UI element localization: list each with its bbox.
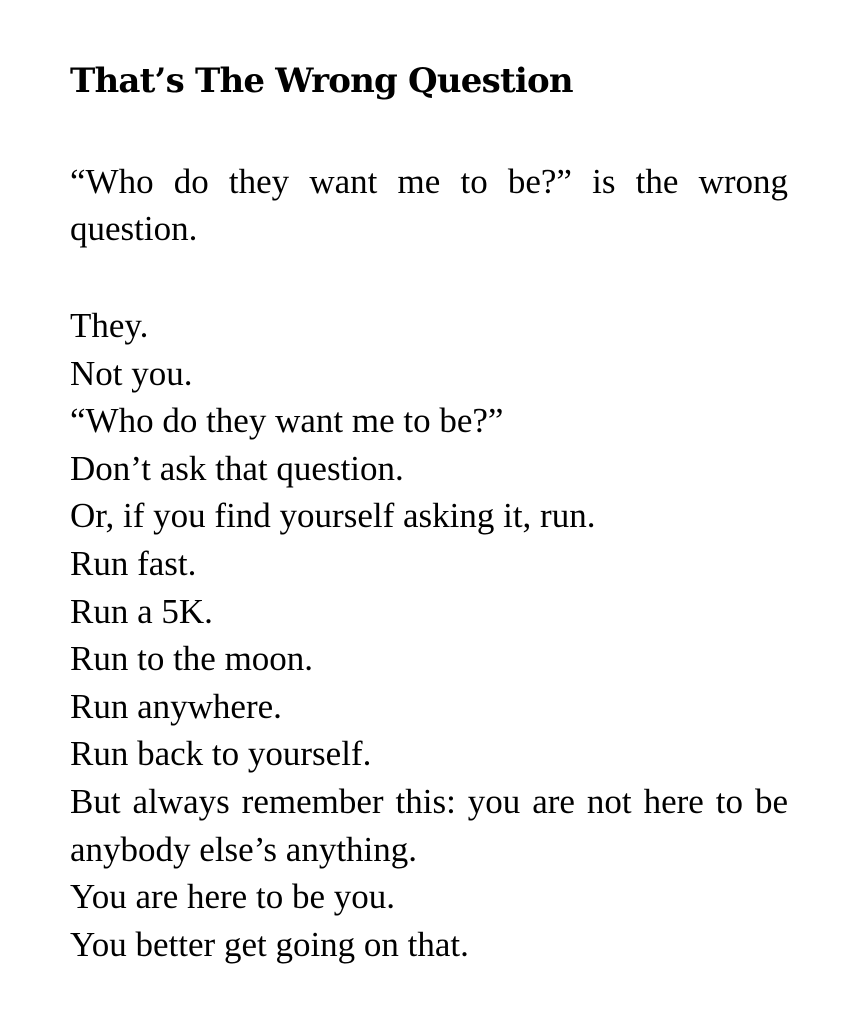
poem-line: But always remember this: you are not here to be anybody else’s anything. [70,781,788,869]
poem-line: You better get going on that. [70,924,469,964]
poem-line: Run anywhere. [70,686,282,726]
poem-line: Not you. [70,353,193,393]
poem-body [70,302,788,968]
poem-line: Don’t ask that question. [70,448,404,488]
document-page [70,58,788,968]
intro-paragraph: “Who do they want me to be?” is the wrong question. [70,162,788,248]
poem-line: Run back to yourself. [70,734,372,774]
poem-line: Run a 5K. [70,591,213,631]
poem-line: You are here to be you. [70,877,395,917]
poem-line: “Who do they want me to be?” [70,401,504,441]
document-title: That’s The Wrong Question [70,61,573,101]
poem-line: Run fast. [70,543,197,583]
poem-line: They. [70,306,149,345]
poem-line: Run to the moon. [70,639,314,679]
poem-line: Or, if you find yourself asking it, run. [70,496,596,536]
